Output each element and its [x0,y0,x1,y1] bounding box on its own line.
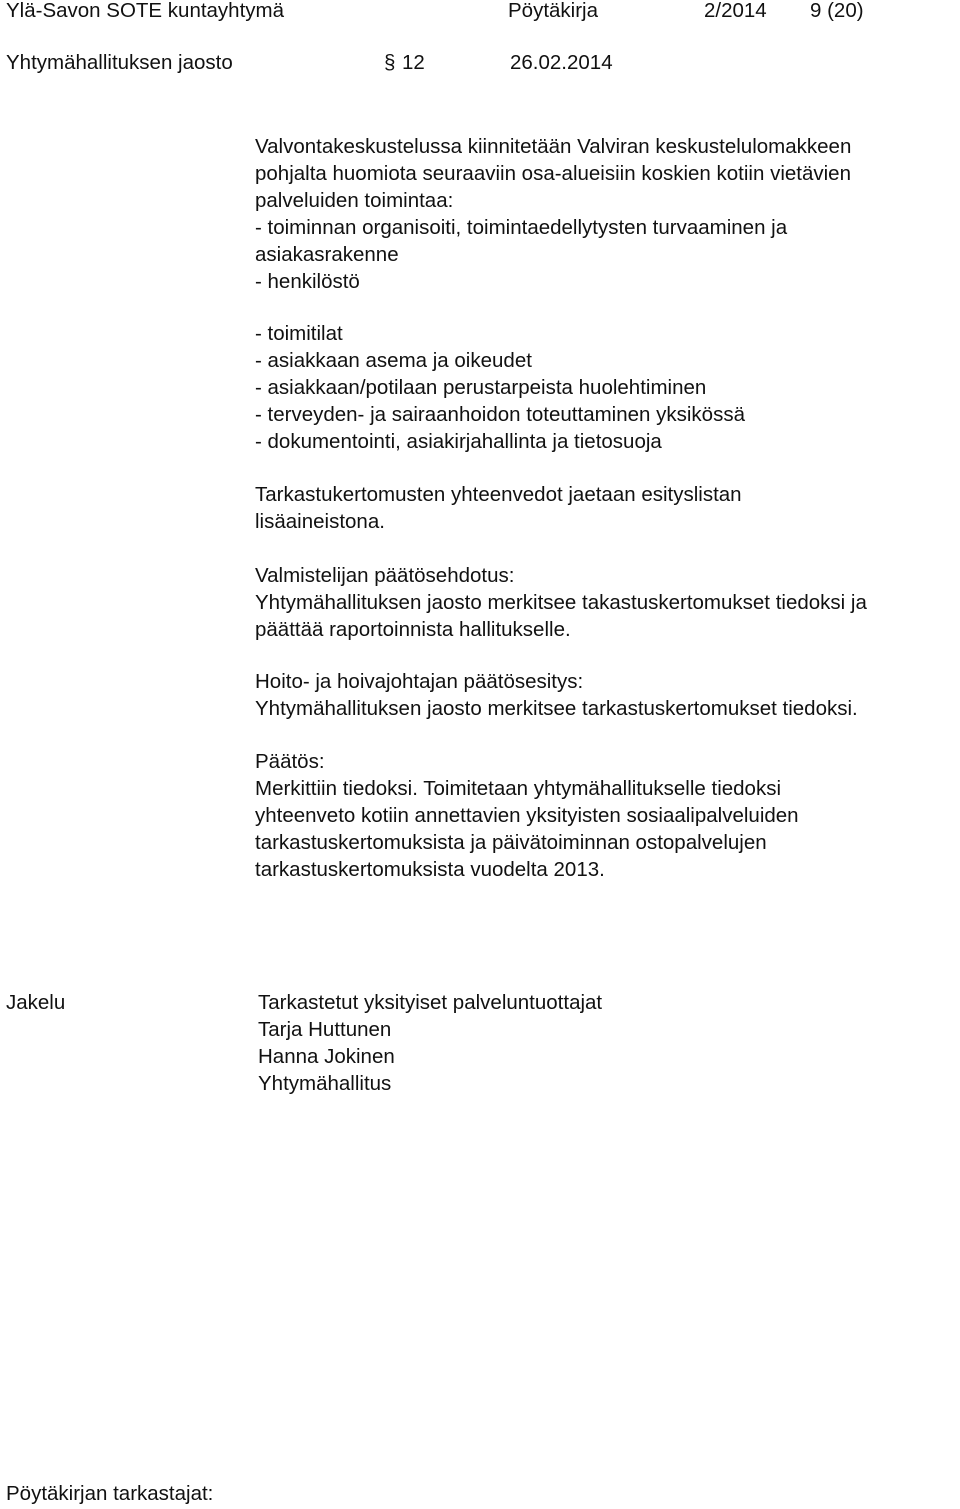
header-section-number: 12 [402,51,425,74]
distribution-recipient: Yhtymähallitus [258,1072,392,1095]
minutes-reviewers-label: Pöytäkirjan tarkastajat: [6,1482,214,1505]
header-section-mark: § [384,51,396,74]
summary-paragraph [255,481,955,535]
intro-line: pohjalta huomiota seuraaviin osa-alueisiin koskien kotiin vietävien [255,162,851,185]
intro-line: asiakasrakenne [255,243,399,266]
topic-list [255,320,955,455]
director-proposal-line: Yhtymähallituksen jaosto merkitsee tarkastuskertomukset tiedoksi. [255,697,858,720]
topic-list-item: - toimitilat [255,322,343,345]
director-proposal-section [255,668,955,722]
topic-list-item: - asiakkaan/potilaan perustarpeista huolehtiminen [255,376,707,399]
distribution-list [258,989,602,1097]
header-date: 26.02.2014 [510,51,613,74]
director-proposal-heading: Hoito- ja hoivajohtajan päätösesitys: [255,670,584,693]
header-meeting-body: Yhtymähallituksen jaosto [6,51,233,74]
summary-line: lisäaineistona. [255,510,385,533]
header-organization: Ylä-Savon SOTE kuntayhtymä [6,0,285,22]
intro-paragraph [255,133,955,295]
topic-list-item: - terveyden- ja sairaanhoidon toteuttaminen yksikössä [255,403,745,426]
proposal-line: päättää raportoinnista hallitukselle. [255,618,571,641]
proposal-section [255,562,955,643]
distribution-recipient: Tarkastetut yksityiset palveluntuottajat [258,991,603,1014]
intro-line: - toiminnan organisoiti, toimintaedellytysten turvaaminen ja [255,216,788,239]
header-doc-number: 2/2014 [704,0,767,22]
distribution-recipient: Tarja Huttunen [258,1018,392,1041]
decision-line: Merkittiin tiedoksi. Toimitetaan yhtymähallitukselle tiedoksi [255,777,782,800]
header-page-number: 9 (20) [810,0,864,22]
decision-line: tarkastuskertomuksista ja päivätoiminnan ostopalvelujen [255,831,767,854]
header-doc-type: Pöytäkirja [508,0,599,22]
topic-list-item: - asiakkaan asema ja oikeudet [255,349,532,372]
decision-section [255,748,955,883]
intro-line: Valvontakeskustelussa kiinnitetään Valviran keskustelulomakkeen [255,135,852,158]
intro-line: - henkilöstö [255,270,360,293]
decision-heading: Päätös: [255,750,325,773]
distribution-label: Jakelu [6,991,66,1014]
intro-line: palveluiden toimintaa: [255,189,454,212]
topic-list-item: - dokumentointi, asiakirjahallinta ja tietosuoja [255,430,662,453]
summary-line: Tarkastukertomusten yhteenvedot jaetaan esityslistan [255,483,742,506]
decision-line: tarkastuskertomuksista vuodelta 2013. [255,858,605,881]
proposal-line: Yhtymähallituksen jaosto merkitsee takastuskertomukset tiedoksi ja [255,591,867,614]
distribution-recipient: Hanna Jokinen [258,1045,395,1068]
proposal-heading: Valmistelijan päätösehdotus: [255,564,515,587]
decision-line: yhteenveto kotiin annettavien yksityisten sosiaalipalveluiden [255,804,799,827]
